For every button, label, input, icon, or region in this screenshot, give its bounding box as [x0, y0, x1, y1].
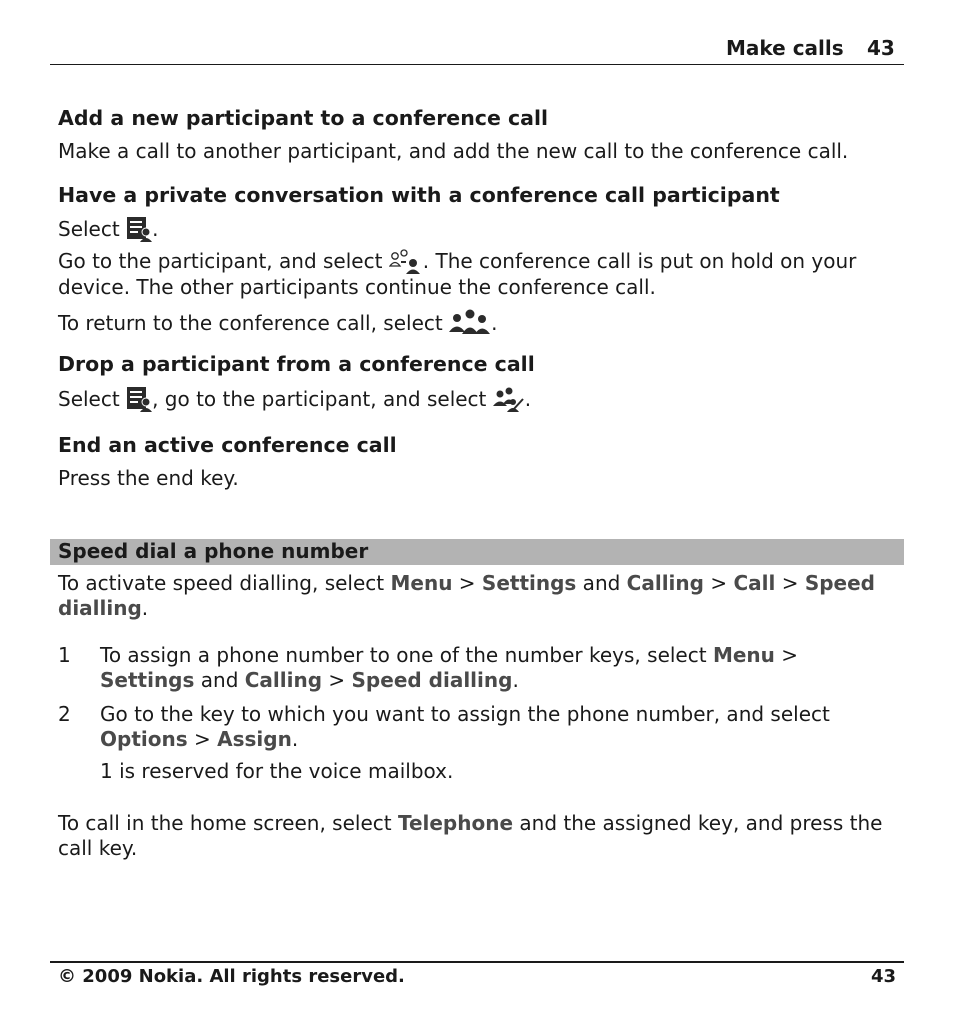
conference-icon: [449, 308, 491, 341]
body-add-participant: Make a call to another participant, and add the new call to the conference call.: [58, 139, 849, 163]
text: and: [194, 668, 245, 692]
text: >: [322, 668, 352, 692]
text: .: [152, 217, 159, 241]
ui-term-calling: Calling: [244, 668, 323, 692]
ui-term-options: Options: [100, 727, 188, 751]
ui-term-dialling: dialling: [58, 596, 142, 620]
step-1-line-2: [100, 668, 519, 692]
ui-term-settings: Settings: [100, 668, 195, 692]
step-1-line-1: [100, 643, 798, 667]
body-end-call: Press the end key.: [58, 466, 239, 490]
text: .: [291, 727, 299, 751]
text: >: [774, 643, 799, 667]
text: >: [703, 571, 734, 595]
ui-term-menu: Menu: [712, 643, 775, 667]
text: Go to the participant, and select: [58, 249, 389, 273]
text: To return to the conference call, select: [58, 311, 450, 335]
text: .: [524, 387, 532, 411]
options-menu-icon: [126, 386, 152, 417]
copyright: © 2009 Nokia. All rights reserved.: [58, 966, 405, 987]
call-instruction: [58, 811, 882, 835]
ui-term-settings: Settings: [481, 571, 577, 595]
step-2-line-1: Go to the key to which you want to assign the phone number, and select: [100, 702, 830, 726]
text: To call in the home screen, select: [58, 811, 398, 835]
step-number: 1: [58, 643, 71, 667]
section-title-bar: [50, 539, 904, 565]
text: >: [187, 727, 218, 751]
text: >: [452, 571, 482, 595]
footer-page-number: 43: [871, 966, 897, 987]
private-step-2-cont: device. The other participants continue the conference call.: [58, 275, 656, 299]
text: >: [775, 571, 805, 595]
text: , go to the participant, and select: [152, 387, 493, 411]
drop-participant-icon: [493, 386, 525, 417]
heading-private-conversation: Have a private conversation with a conference call participant: [58, 183, 780, 207]
text: and the assigned key, and press the: [513, 811, 883, 835]
text: . The conference call is put on hold on your: [422, 249, 857, 273]
ui-term-speed-dialling: Speed dialling: [351, 668, 513, 692]
heading-drop-participant: Drop a participant from a conference call: [58, 352, 535, 376]
text: Select: [58, 217, 127, 241]
section-title: Speed dial a phone number: [58, 539, 369, 563]
speed-intro-cont: [58, 596, 148, 620]
running-header-page: 43: [867, 36, 895, 60]
ui-term-menu: Menu: [390, 571, 453, 595]
ui-term-call: Call: [733, 571, 776, 595]
text: To activate speed dialling, select: [58, 571, 391, 595]
step-2-line-2: [100, 727, 298, 751]
text: Select: [58, 387, 127, 411]
heading-end-call: End an active conference call: [58, 433, 397, 457]
step-2-note: 1 is reserved for the voice mailbox.: [100, 759, 454, 783]
text: and: [576, 571, 627, 595]
footer-rule: [50, 961, 904, 963]
text: To assign a phone number to one of the number keys, select: [100, 643, 713, 667]
ui-term-assign: Assign: [217, 727, 292, 751]
call-instruction-cont: call key.: [58, 836, 138, 860]
ui-term-calling: Calling: [626, 571, 704, 595]
running-header-section: Make calls: [726, 36, 844, 60]
text: .: [491, 311, 498, 335]
drop-step: [58, 386, 531, 417]
ui-term-telephone: Telephone: [397, 811, 514, 835]
step-number: 2: [58, 702, 71, 726]
header-rule: [50, 64, 904, 65]
speed-intro: [58, 571, 875, 595]
options-menu-icon: [126, 216, 152, 247]
private-step-3: [58, 308, 497, 341]
private-step-1: [58, 216, 158, 247]
heading-add-participant: Add a new participant to a conference call: [58, 106, 549, 130]
text: .: [141, 596, 149, 620]
text: .: [512, 668, 519, 692]
ui-term-speed: Speed: [804, 571, 875, 595]
